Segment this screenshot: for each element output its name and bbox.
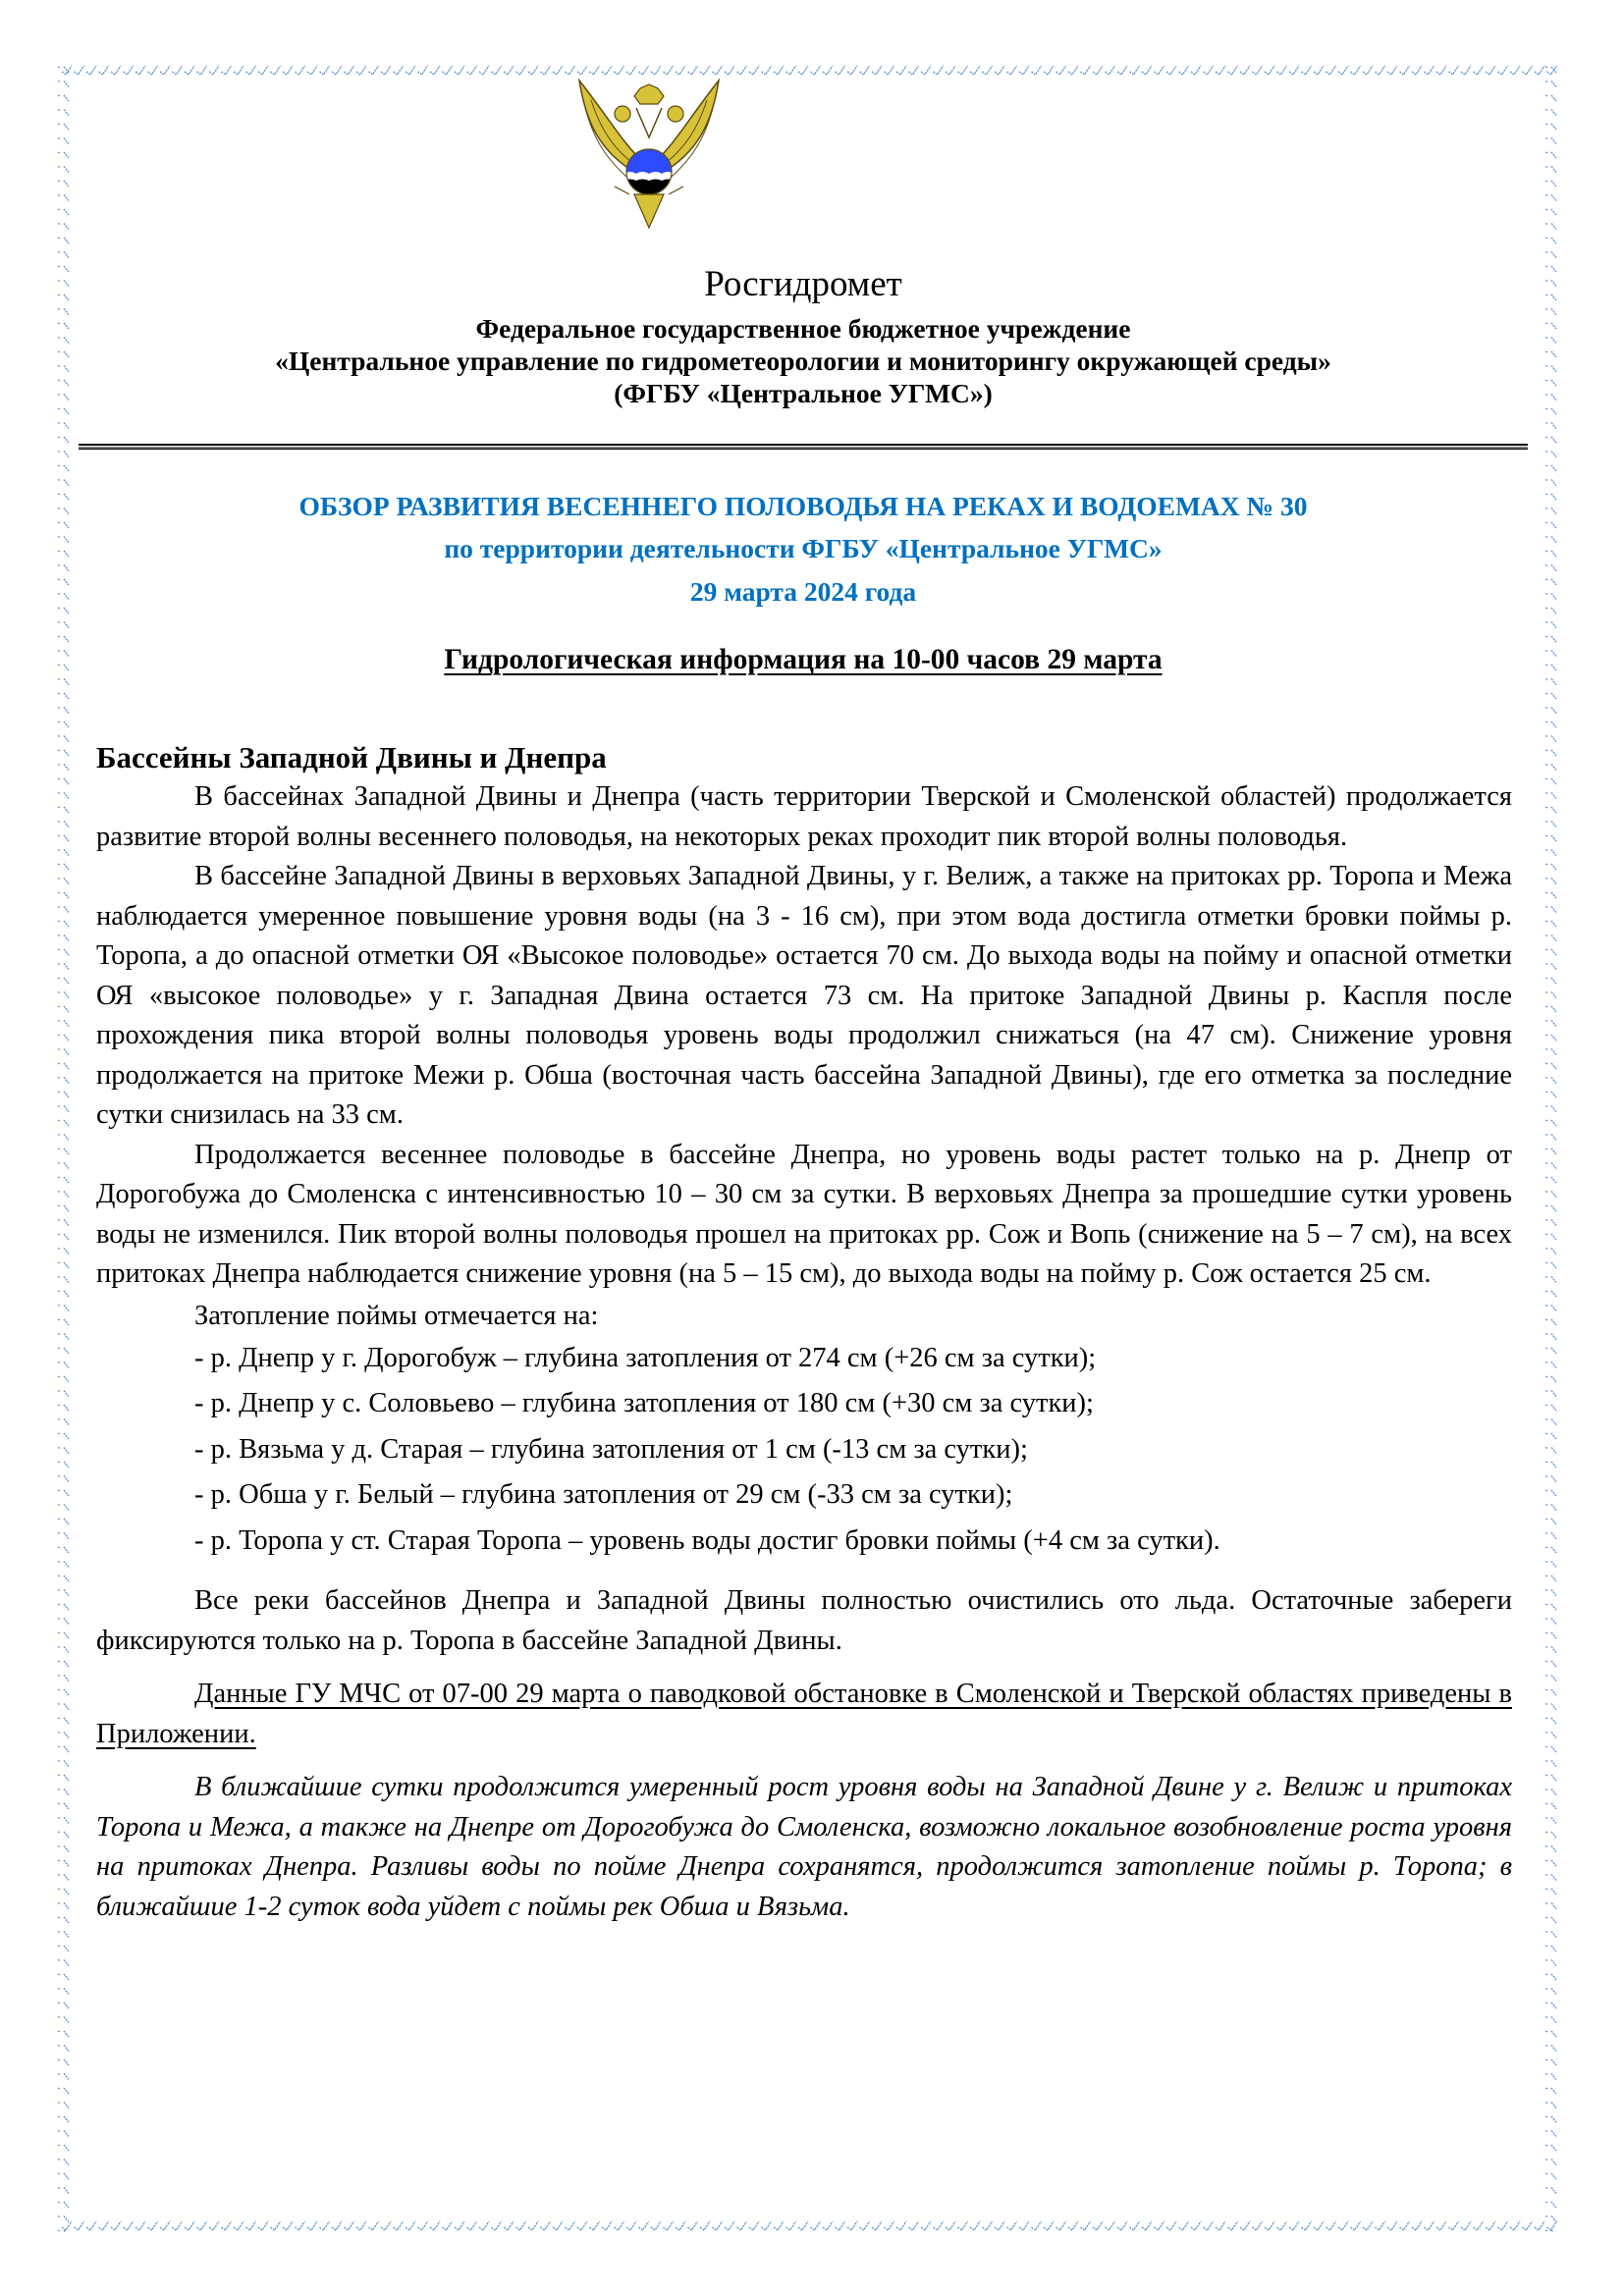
list-item: - р. Торопа у ст. Старая Торопа – уровень воды достиг бровки поймы (+4 см за сутки).	[194, 1524, 1220, 1556]
page-border-bottom	[61, 2216, 1558, 2232]
report-body	[96, 738, 1512, 1927]
paragraph-western-dvina: В бассейне Западной Двины в верховьях Западной Двины, у г. Велиж, а также на притоках рр. Торопа и Межа наблюдается умеренное повышение уровня воды (на 3 - 16 см), при этом вода достигла отметки бровки поймы р. Торопа, а до опасной отметки ОЯ «Высокое половодье» остается 70 см. До выхода воды на пойму и опасной отметки ОЯ «высокое половодье» у г. Западная Двина остается 73 см. На притоке Западной Двины р. Каспля после прохождения пика второй волны половодья уровень воды продолжил снижаться (на 47 см). Снижение уровня продолжается на притоке Межи р. Обша (восточная часть бассейна Западной Двины), где его отметка за последние сутки снизилась на 33 см.	[96, 861, 1512, 1130]
section-title: Бассейны Западной Двины и Днепра	[96, 740, 607, 774]
organization-type: Федеральное государственное бюджетное учреждение	[475, 313, 1131, 344]
flooding-list	[96, 1336, 1512, 1565]
header-divider-shadow	[79, 447, 1528, 450]
header-divider	[79, 444, 1528, 446]
list-item: - р. Днепр у г. Дорогобуж – глубина затопления от 274 см (+26 см за сутки);	[194, 1342, 1097, 1373]
page-border-right	[1544, 65, 1558, 2232]
appendix-note	[96, 1675, 1512, 1754]
paragraph-forecast: В ближайшие сутки продолжится умеренный рост уровня воды на Западной Двине у г. Велиж и притоках Торопа и Межа, а также на Днепре от Дорогобужа до Смоленска, возможно локальное возобновление роста уровня на притоках Днепра. Разливы воды по пойме Днепра сохранятся, продолжится затопление поймы р. Торопа; в ближайшие 1-2 суток вода уйдет с поймы рек Обша и Вязьма.	[96, 1772, 1512, 1922]
paragraph-overview: В бассейнах Западной Двины и Днепра (часть территории Тверской и Смоленской областей) продолжается развитие второй волны весеннего половодья, на некоторых реках проходит пик второй волны половодья.	[96, 781, 1512, 852]
organization-short-name: (ФГБУ «Центральное УГМС»)	[614, 378, 993, 408]
flooding-intro: Затопление поймы отмечается на:	[194, 1300, 599, 1331]
organization-name: Росгидромет	[704, 264, 902, 304]
rosgidromet-emblem-icon	[575, 79, 723, 230]
page-border-left	[57, 65, 71, 2232]
list-item: - р. Обша у г. Белый – глубина затопления от 29 см (-33 см за сутки);	[194, 1479, 1013, 1510]
list-item: - р. Вязьма у д. Старая – глубина затопления от 1 см (-13 см за сутки);	[194, 1433, 1028, 1465]
organization-full-name: «Центральное управление по гидрометеорологии и мониторингу окружающей среды»	[275, 346, 1331, 376]
hydrological-info-heading	[79, 640, 1528, 679]
paragraph-ice: Все реки бассейнов Днепра и Западной Двины полностью очистились ото льда. Остаточные забереги фиксируются только на р. Торопа в бассейне Западной Двины.	[96, 1585, 1512, 1656]
report-date: 29 марта 2024 года	[689, 576, 917, 607]
report-scope: по территории деятельности ФГБУ «Центральное УГМС»	[444, 533, 1163, 563]
page-border-top	[61, 61, 1558, 77]
appendix-link[interactable]: Данные ГУ МЧС от 07-00 29 марта о паводковой обстановке в Смоленской и Тверской областях приведены в Приложении.	[96, 1679, 1512, 1749]
paragraph-dnieper: Продолжается весеннее половодье в бассейне Днепра, но уровень воды растет только на р. Днепр от Дорогобужа до Смоленска с интенсивностью 10 – 30 см за сутки. В верховьях Днепра за прошедшие сутки уровень воды не изменился. Пик второй волны половодья прошел на притоках рр. Сож и Вопь (снижение на 5 – 7 см), на всех притоках Днепра наблюдается снижение уровня (на 5 – 15 см), до выхода воды на пойму р. Сож остается 25 см.	[96, 1139, 1512, 1289]
report-title: ОБЗОР РАЗВИТИЯ ВЕСЕННЕГО ПОЛОВОДЬЯ НА РЕКАХ И ВОДОЕМАХ № 30	[298, 491, 1308, 521]
list-item: - р. Днепр у с. Соловьево – глубина затопления от 180 см (+30 см за сутки);	[194, 1388, 1094, 1418]
hydrological-info-heading-text: Гидрологическая информация на 10-00 часов 29 марта	[444, 644, 1163, 675]
